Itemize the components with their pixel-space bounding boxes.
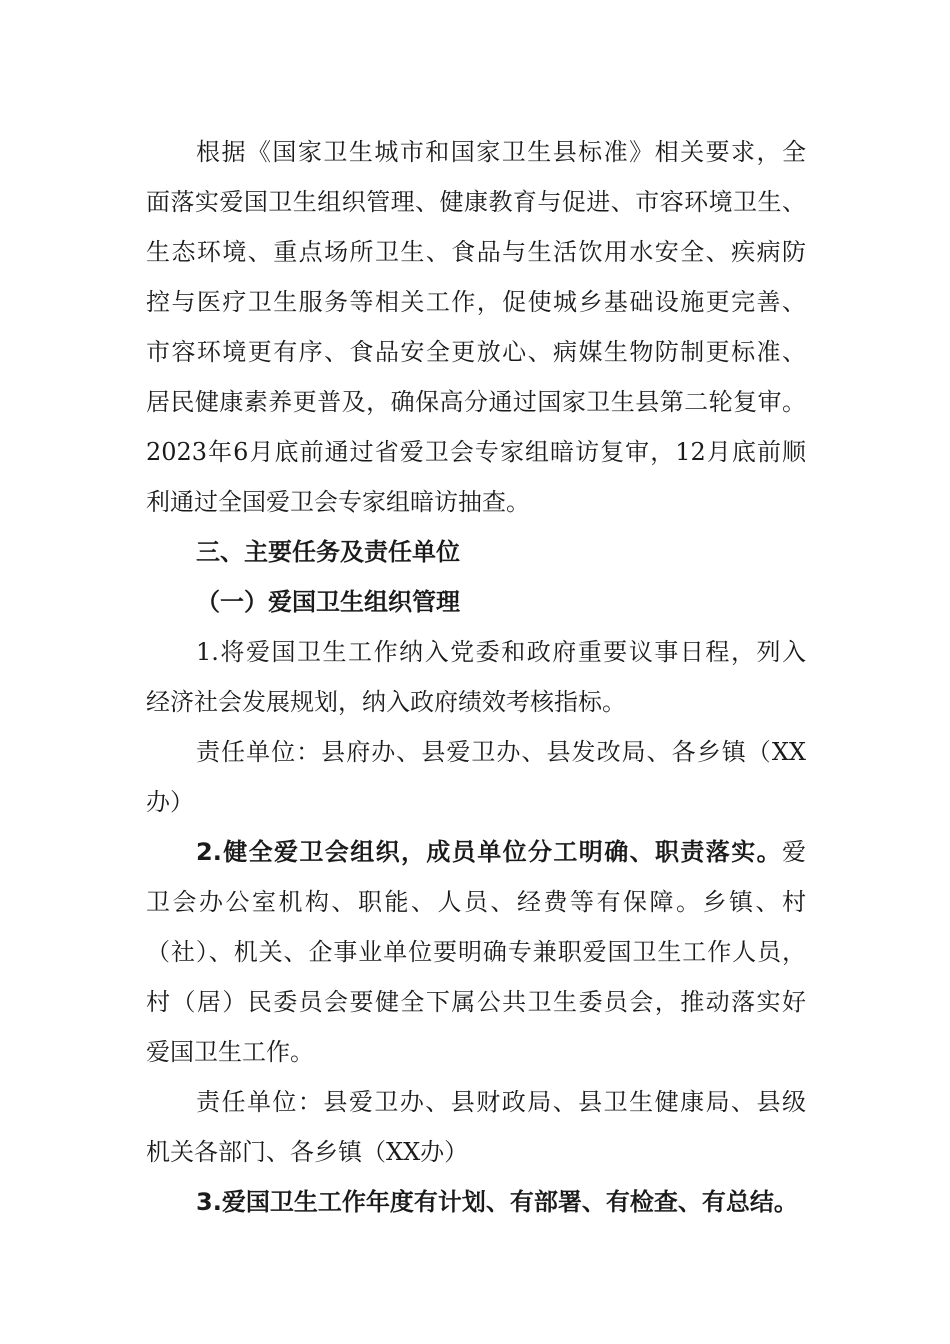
subsection-heading: （一）爱国卫生组织管理: [196, 588, 460, 616]
intro-line: 生态环境、重点场所卫生、食品与生活饮用水安全、疾病防: [146, 238, 806, 266]
item1-responsibility-line: 办）: [146, 788, 194, 816]
item1-line: 1.将爱国卫生工作纳入党委和政府重要议事日程，列入: [196, 638, 806, 666]
intro-line: 根据《国家卫生城市和国家卫生县标准》相关要求，全: [196, 138, 806, 166]
intro-line: 面落实爱国卫生组织管理、健康教育与促进、市容环境卫生、: [146, 188, 806, 216]
item3-bold-lead: 3.爱国卫生工作年度有计划、有部署、有检查、有总结。: [196, 1188, 798, 1216]
item2-responsibility-line: 机关各部门、各乡镇（XX办）: [146, 1138, 469, 1166]
item1-responsibility-line: 责任单位：县府办、县爱卫办、县发改局、各乡镇（XX: [196, 738, 806, 766]
item2-responsibility-line: 责任单位：县爱卫办、县财政局、县卫生健康局、县级: [196, 1088, 806, 1116]
intro-line: 利通过全国爱卫会专家组暗访抽查。: [146, 488, 530, 516]
intro-line: 市容环境更有序、食品安全更放心、病媒生物防制更标准、: [146, 338, 806, 366]
section-heading: 三、主要任务及责任单位: [196, 538, 460, 566]
intro-line: 2023年6月底前通过省爱卫会专家组暗访复审，12月底前顺: [146, 438, 806, 466]
item2-first-line: [196, 836, 806, 868]
item2-bold-lead: 2.健全爱卫会组织，成员单位分工明确、职责落实。: [196, 838, 782, 866]
item2-line: 卫会办公室机构、职能、人员、经费等有保障。乡镇、村: [146, 888, 806, 916]
intro-line: 居民健康素养更普及，确保高分通过国家卫生县第二轮复审。: [146, 388, 806, 416]
item2-line: 村（居）民委员会要健全下属公共卫生委员会，推动落实好: [146, 988, 806, 1016]
item1-line: 经济社会发展规划，纳入政府绩效考核指标。: [146, 688, 626, 716]
item2-first-line-tail: 爱: [782, 838, 806, 866]
item2-line: （社）、机关、企事业单位要明确专兼职爱国卫生工作人员，: [146, 938, 806, 966]
intro-line: 控与医疗卫生服务等相关工作，促使城乡基础设施更完善、: [146, 288, 806, 316]
item2-line: 爱国卫生工作。: [146, 1038, 314, 1066]
